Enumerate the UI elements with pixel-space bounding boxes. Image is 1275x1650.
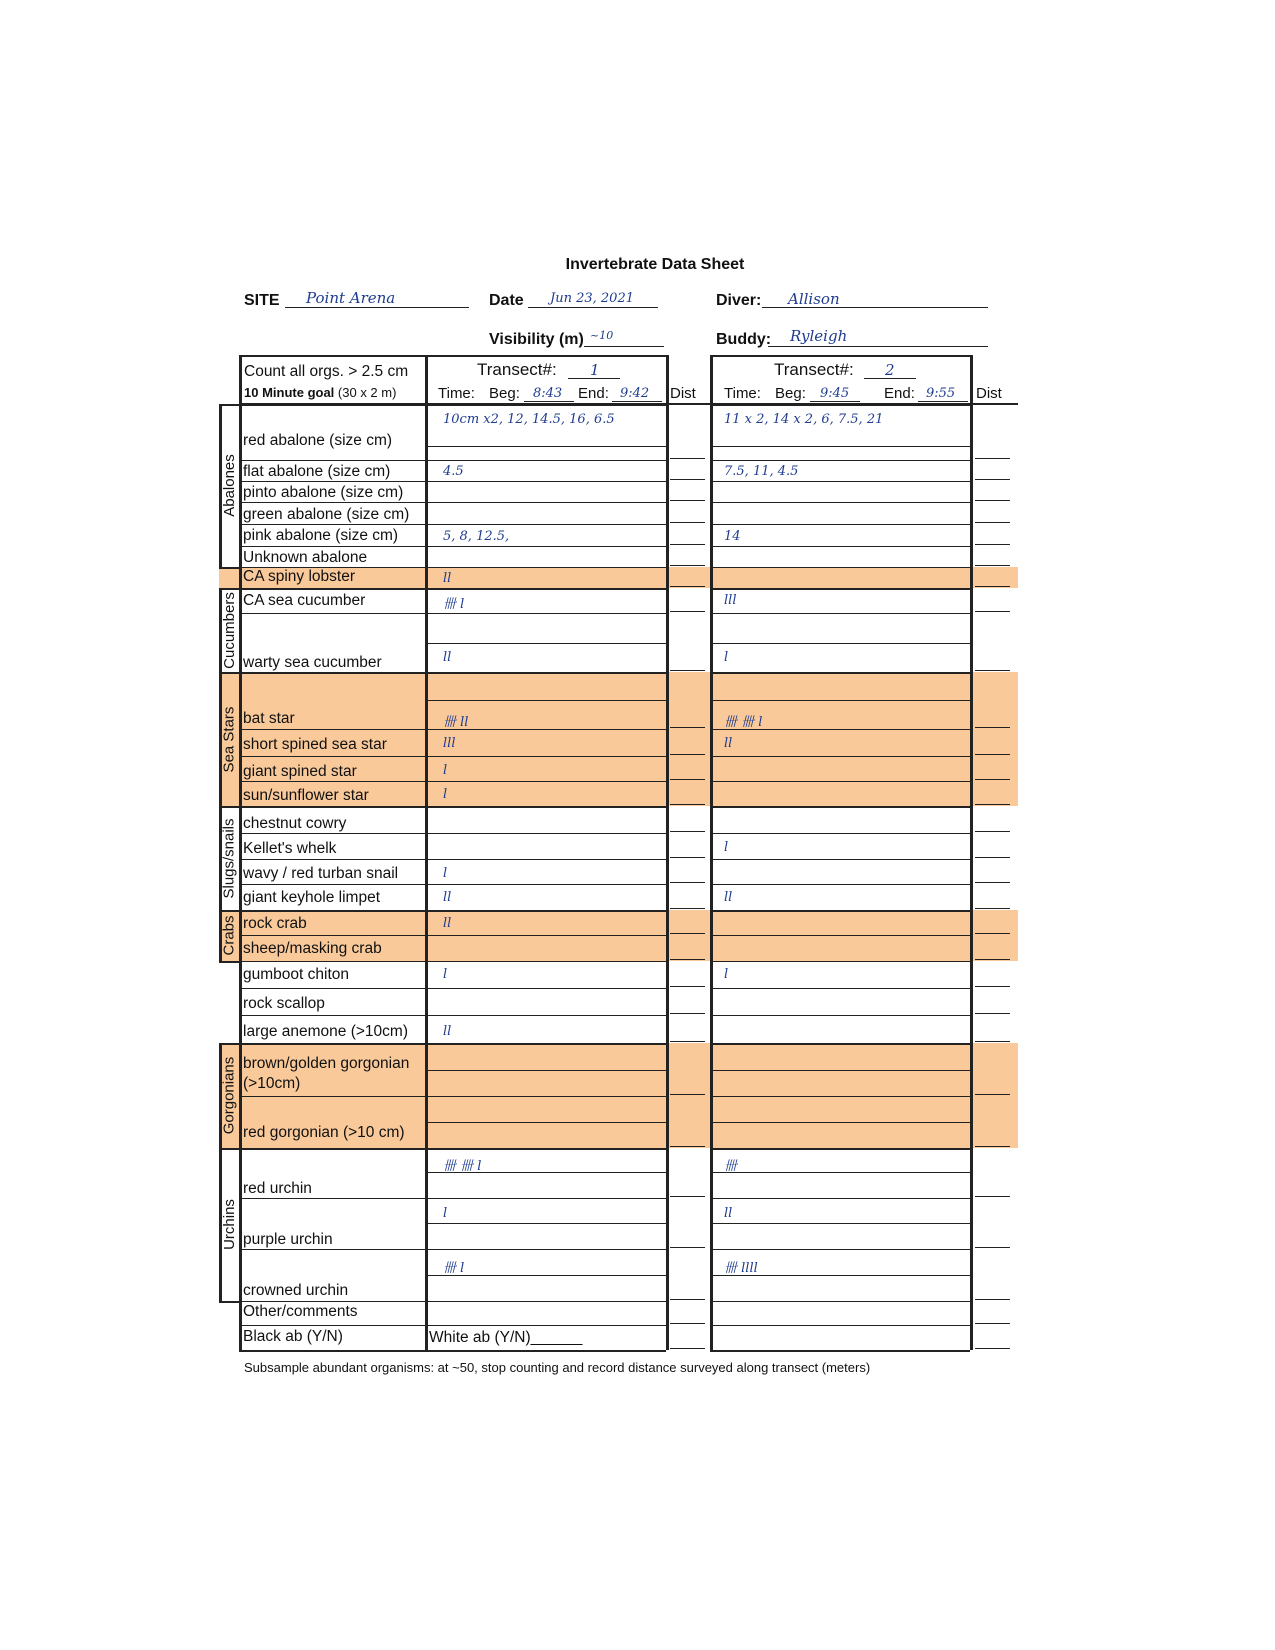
inner-line (710, 643, 970, 644)
inner-line (710, 1070, 970, 1071)
dist-line (975, 565, 1010, 566)
buddy-label: Buddy: (716, 331, 772, 348)
row-line (710, 672, 970, 674)
row-line (710, 988, 970, 989)
row-line (239, 546, 666, 547)
transect1-count[interactable]: 4.5 (443, 464, 464, 479)
header-top-line (710, 355, 970, 357)
dist-line (975, 754, 1010, 755)
transect1-count[interactable]: ll (443, 890, 452, 905)
row-line (710, 1015, 970, 1016)
transect1-count[interactable]: 卌 l (443, 1261, 465, 1276)
row-line (710, 1148, 970, 1150)
row-line (239, 1249, 666, 1250)
section-label-text: Abalones (220, 454, 238, 517)
row-line (239, 1325, 666, 1326)
dist-line (670, 804, 705, 805)
row-line (710, 1043, 970, 1045)
row-label: CA spiny lobster (243, 568, 355, 585)
dist-line (975, 522, 1010, 523)
dist-line (975, 1041, 1010, 1042)
row-label: crowned urchin (243, 1282, 349, 1299)
dist-line (670, 831, 705, 832)
dist-line (670, 1299, 705, 1300)
row-line (239, 460, 666, 461)
dist-line (975, 479, 1010, 480)
transect1-count[interactable]: 卌 ll (443, 715, 469, 730)
row-label: chestnut cowry (243, 815, 347, 832)
dist-line (670, 959, 705, 960)
dist-line (670, 727, 705, 728)
dist-line (670, 882, 705, 883)
row-label: CA sea cucumber (243, 592, 366, 609)
section-label (219, 588, 239, 672)
row-label: large anemone (>10cm) (243, 1023, 408, 1040)
dist-line (975, 1348, 1010, 1349)
row-line (710, 1325, 970, 1326)
dist-line (975, 857, 1010, 858)
row-line (710, 1096, 970, 1097)
row-line (710, 961, 970, 962)
column-border (970, 355, 973, 1350)
column-border (710, 355, 713, 1350)
dist-line (975, 611, 1010, 612)
row-line (239, 1198, 666, 1199)
transect2-end[interactable]: 9:55 (926, 386, 956, 401)
row-line (239, 1148, 666, 1150)
row-line (710, 833, 970, 834)
buddy-underline (768, 346, 988, 347)
dist-line (975, 1299, 1010, 1300)
row-label: warty sea cucumber (243, 654, 382, 671)
dist-line (670, 986, 705, 987)
section-label-text: Crabs (220, 915, 238, 956)
dist-line (975, 1013, 1010, 1014)
dist-line (975, 500, 1010, 501)
table-bottom-line (710, 1350, 970, 1352)
dist-line (670, 1041, 705, 1042)
section-label-text: Gorgonians (220, 1056, 238, 1135)
transect2-count[interactable]: 卌 (724, 1159, 738, 1174)
row-line (710, 756, 970, 757)
dist-line (670, 500, 705, 501)
row-line (710, 524, 970, 525)
row-label: wavy / red turban snail (243, 865, 399, 882)
row-label: red gorgonian (>10 cm) (243, 1124, 405, 1141)
transect1-count[interactable]: ll (443, 1024, 452, 1039)
inner-line (425, 643, 666, 644)
transect2-count[interactable]: ll (724, 890, 733, 905)
transect2-count[interactable]: 卌 卌 l (724, 715, 763, 730)
dist-line (670, 1013, 705, 1014)
dist-line (670, 857, 705, 858)
dist-line (975, 804, 1010, 805)
transect2-count[interactable]: 7.5, 11, 4.5 (724, 464, 799, 479)
transect1-count[interactable]: lll (443, 736, 456, 751)
row-label: pink abalone (size cm) (243, 527, 399, 544)
transect1-end-line (612, 401, 662, 402)
transect2-beg[interactable]: 9:45 (820, 386, 850, 401)
row-line (710, 806, 970, 808)
transect1-end-label: End: (578, 385, 609, 402)
dist-line (670, 479, 705, 480)
transect2-end-label: End: (884, 385, 915, 402)
column-border (666, 355, 669, 1350)
inner-line (425, 1223, 666, 1224)
date-label: Date (489, 292, 524, 309)
count-note: Count all orgs. > 2.5 cm (244, 363, 409, 380)
transect2-count[interactable]: 11 x 2, 14 x 2, 6, 7.5, 21 (724, 412, 884, 427)
row-line (239, 481, 666, 482)
row-line (710, 859, 970, 860)
row-label: red urchin (243, 1180, 312, 1197)
row-line (710, 567, 970, 568)
dist-line (670, 565, 705, 566)
row-line (239, 1301, 666, 1302)
dist-line (670, 1094, 705, 1095)
dist-line (975, 544, 1010, 545)
row-label: Unknown abalone (243, 549, 368, 566)
row-label: pinto abalone (size cm) (243, 484, 404, 501)
row-label: rock crab (243, 915, 307, 932)
section-label-text: Urchins (220, 1199, 238, 1250)
row-line (239, 833, 666, 834)
diver-value[interactable]: Allison (788, 290, 840, 308)
dist-line (975, 933, 1010, 934)
dist-line (975, 1146, 1010, 1147)
section-border (219, 961, 239, 963)
row-label: giant spined star (243, 763, 357, 780)
inner-line (710, 1122, 970, 1123)
transect1-count[interactable]: ll (443, 571, 452, 586)
section-label (219, 910, 239, 961)
dist-line (670, 458, 705, 459)
row-label: Black ab (Y/N) (243, 1328, 343, 1345)
transect1-time-label: Time: (438, 385, 475, 402)
section-label (219, 1148, 239, 1301)
dist-line (670, 1247, 705, 1248)
dist-line (975, 908, 1010, 909)
site-underline (285, 307, 469, 308)
transect2-time-label: Time: (724, 385, 761, 402)
row-label: gumboot chiton (243, 966, 349, 983)
dist-line (670, 522, 705, 523)
row-line (239, 524, 666, 525)
visibility-value[interactable]: ~10 (590, 329, 614, 342)
inner-line (425, 446, 666, 447)
column-border (239, 355, 242, 1350)
row-line (239, 910, 666, 912)
row-line (239, 806, 666, 808)
date-value[interactable]: Jun 23, 2021 (550, 291, 634, 306)
dist-line (975, 1196, 1010, 1197)
row-line (710, 935, 970, 936)
row-label: rock scallop (243, 995, 325, 1012)
highlight-band (219, 910, 1018, 935)
row-line (239, 935, 666, 936)
row-line (710, 1249, 970, 1250)
row-label: short spined sea star (243, 736, 387, 753)
transect1-count[interactable]: l (443, 787, 448, 802)
inner-line (710, 1223, 970, 1224)
site-value[interactable]: Point Arena (306, 289, 396, 307)
row-line (239, 756, 666, 757)
dist-line (670, 544, 705, 545)
dist-line (670, 754, 705, 755)
dist-line (975, 586, 1010, 587)
section-label-text: Slugs/snails (220, 817, 238, 899)
transect1-count[interactable]: White ab (Y/N)______ (429, 1329, 583, 1346)
transect2-beg-label: Beg: (775, 385, 806, 402)
transect2-count[interactable]: 14 (724, 529, 741, 544)
row-line (710, 1301, 970, 1302)
transect2-count[interactable]: 卌 llll (724, 1261, 758, 1276)
row-label: green abalone (size cm) (243, 506, 410, 523)
row-line (710, 1198, 970, 1199)
row-line (239, 1043, 666, 1045)
section-label-text: Cucumbers (220, 591, 238, 669)
column-border (425, 355, 428, 1350)
row-label: Other/comments (243, 1303, 358, 1320)
section-border (219, 1301, 239, 1303)
row-label: purple urchin (243, 1231, 333, 1248)
goal-bold: 10 Minute goal (244, 385, 335, 400)
goal-rest: (30 x 2 m) (337, 385, 397, 400)
row-label: sun/sunflower star (243, 787, 369, 804)
dist-line (670, 611, 705, 612)
inner-line (425, 700, 666, 701)
row-line (710, 884, 970, 885)
visibility-underline (584, 346, 664, 347)
transect2-count[interactable]: lll (724, 593, 737, 608)
row-line (239, 672, 666, 674)
section-label (219, 1043, 239, 1148)
table-bottom-line (239, 1350, 666, 1352)
dist-line (670, 1196, 705, 1197)
transect2-end-line (918, 401, 968, 402)
row-label: red abalone (size cm) (243, 432, 393, 449)
section-label (219, 806, 239, 910)
row-line (710, 781, 970, 782)
dist-line (975, 670, 1010, 671)
transect1-count[interactable]: l (443, 1206, 448, 1221)
dist-line (670, 908, 705, 909)
transect2-label: Transect#: (774, 360, 854, 379)
dist-line (670, 1348, 705, 1349)
row-label: brown/golden gorgonian (>10cm) (243, 1055, 410, 1092)
transect1-count[interactable]: l (443, 763, 448, 778)
row-label: Kellet's whelk (243, 840, 337, 857)
row-label: giant keyhole limpet (243, 889, 380, 906)
transect2-count[interactable]: ll (724, 1206, 733, 1221)
transect2-beg-line (810, 401, 860, 402)
transect1-beg-line (524, 401, 574, 402)
dist-line (975, 1247, 1010, 1248)
inner-line (710, 446, 970, 447)
header-bottom-line (239, 403, 1018, 405)
dist-line (975, 882, 1010, 883)
row-line (710, 910, 970, 912)
transect1-count[interactable]: 10cm x2, 12, 14.5, 16, 6.5 (443, 412, 615, 427)
inner-line (710, 1172, 970, 1173)
transect1-end[interactable]: 9:42 (620, 386, 650, 401)
transect2-count[interactable]: ll (724, 736, 733, 751)
dist-line (975, 1323, 1010, 1324)
row-line (239, 884, 666, 885)
transect2-number[interactable]: 2 (885, 361, 895, 379)
section-border (219, 567, 239, 569)
dist1-label: Dist (670, 385, 696, 402)
inner-line (425, 1122, 666, 1123)
transect1-count[interactable]: l (443, 866, 448, 881)
row-line (239, 859, 666, 860)
transect1-count[interactable]: ll (443, 916, 452, 931)
dist-line (975, 831, 1010, 832)
transect1-label: Transect#: (477, 360, 557, 379)
inner-line (425, 1070, 666, 1071)
inner-line (710, 700, 970, 701)
row-line (710, 460, 970, 461)
transect1-number[interactable]: 1 (590, 361, 600, 379)
row-line (710, 502, 970, 503)
section-label (219, 404, 239, 567)
header-top-line (239, 355, 666, 357)
dist-line (975, 727, 1010, 728)
diver-label: Diver: (716, 292, 762, 309)
dist-line (975, 458, 1010, 459)
visibility-label: Visibility (m) (489, 331, 584, 348)
section-label (219, 672, 239, 806)
dist-line (670, 586, 705, 587)
dist-line (670, 1323, 705, 1324)
dist-line (975, 779, 1010, 780)
row-line (239, 781, 666, 782)
transect2-count[interactable]: l (724, 967, 729, 982)
row-line (239, 1015, 666, 1016)
buddy-value[interactable]: Ryleigh (790, 327, 848, 345)
row-label: flat abalone (size cm) (243, 463, 391, 480)
goal-note (244, 385, 396, 400)
dist2-label: Dist (976, 385, 1002, 402)
row-label: bat star (243, 710, 295, 727)
row-label: sheep/masking crab (243, 940, 382, 957)
dist-line (670, 1146, 705, 1147)
footer-note: Subsample abundant organisms: at ~50, stop counting and record distance surveyed along transect (meters) (244, 1360, 871, 1375)
date-underline (528, 307, 658, 308)
row-line (239, 1096, 666, 1097)
transect1-count[interactable]: 5, 8, 12.5, (443, 529, 510, 544)
dist-line (670, 933, 705, 934)
row-line (710, 588, 970, 590)
row-line (239, 961, 666, 962)
transect1-count[interactable]: l (443, 967, 448, 982)
transect2-count[interactable]: l (724, 840, 729, 855)
dist-line (670, 779, 705, 780)
row-line (239, 988, 666, 989)
row-line (239, 588, 666, 590)
row-line (710, 481, 970, 482)
transect1-count[interactable]: 卌 l (443, 597, 465, 612)
row-line (239, 502, 666, 503)
row-line (710, 546, 970, 547)
dist-line (975, 959, 1010, 960)
dist-line (670, 670, 705, 671)
transect1-beg[interactable]: 8:43 (533, 386, 563, 401)
dist-line (975, 1094, 1010, 1095)
site-label: SITE (244, 292, 280, 309)
transect1-count[interactable]: 卌 卌 l (443, 1159, 482, 1174)
transect1-beg-label: Beg: (489, 385, 520, 402)
row-line (710, 613, 970, 614)
row-line (239, 613, 666, 614)
dist-line (975, 986, 1010, 987)
transect1-count[interactable]: ll (443, 650, 452, 665)
section-label-text: Sea Stars (220, 706, 238, 772)
sheet-title: Invertebrate Data Sheet (565, 256, 745, 273)
transect2-count[interactable]: l (724, 650, 729, 665)
